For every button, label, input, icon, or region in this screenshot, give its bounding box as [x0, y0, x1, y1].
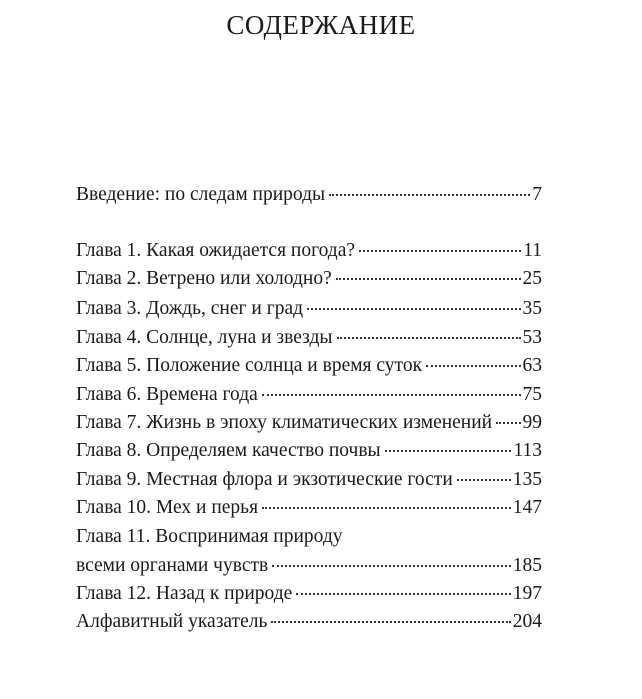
toc-entry-label: Глава 8. Определяем качество почвы [76, 440, 381, 461]
toc-entry-page: 75 [522, 384, 542, 405]
toc-entry-label: Глава 3. Дождь, снег и град [76, 298, 304, 319]
dot-leader [329, 194, 530, 196]
toc-entry[interactable] [76, 523, 542, 551]
toc-entry-page: 113 [513, 440, 542, 461]
toc-entry-label: Глава 6. Времена года [76, 384, 258, 405]
toc-entry[interactable] [76, 324, 542, 352]
page-title: СОДЕРЖАНИЕ [226, 10, 416, 40]
toc-entry-page: 53 [522, 327, 542, 348]
toc-entry[interactable] [76, 381, 542, 409]
toc-entry-label: Глава 7. Жизнь в эпоху климатических изменений [76, 412, 493, 433]
toc-entry[interactable] [76, 466, 542, 494]
toc-entry-label: Глава 4. Солнце, луна и звезды [76, 327, 333, 348]
dot-leader [271, 621, 510, 623]
dot-leader [272, 565, 511, 567]
dot-leader [457, 479, 511, 481]
toc-entry[interactable] [76, 237, 542, 265]
toc-entry[interactable] [76, 295, 542, 323]
dot-leader [262, 507, 511, 509]
toc-entry-label: всеми органами чувств [76, 555, 269, 576]
toc-entry-page: 197 [512, 583, 542, 604]
toc-entry-label: Глава 9. Местная флора и экзотические гости [76, 469, 453, 490]
dot-leader [336, 278, 521, 280]
toc-entry-label: Глава 5. Положение солнца и время суток [76, 355, 423, 376]
toc-entry-page: 135 [512, 469, 542, 490]
toc-entry-page: 35 [522, 298, 542, 319]
toc-entry-page: 147 [512, 497, 542, 518]
toc-entry-label: Глава 2. Ветрено или холодно? [76, 268, 332, 289]
toc-entry[interactable] [76, 409, 542, 437]
toc-entry[interactable] [76, 494, 542, 522]
toc-entry-label: Глава 10. Мех и перья [76, 497, 259, 518]
toc-entry-label: Алфавитный указатель [76, 611, 268, 632]
toc-entry-page: 185 [512, 555, 542, 576]
toc-entry-label: Глава 12. Назад к природе [76, 583, 293, 604]
toc-entry[interactable] [76, 352, 542, 380]
toc-entry-label: Введение: по следам природы [76, 184, 326, 205]
toc-entry[interactable] [76, 181, 542, 209]
toc-entry-page: 7 [532, 184, 542, 205]
dot-leader [359, 250, 521, 252]
toc-entry-page: 63 [522, 355, 542, 376]
dot-leader [262, 394, 521, 396]
toc-entry[interactable] [76, 608, 542, 636]
toc-entry[interactable] [76, 552, 542, 580]
dot-leader [426, 365, 520, 367]
dot-leader [296, 593, 510, 595]
dot-leader [307, 308, 520, 310]
dot-leader [337, 337, 521, 339]
toc-entry-label: Глава 1. Какая ожидается погода? [76, 240, 356, 261]
toc-entry-page: 25 [522, 268, 542, 289]
toc-entry[interactable] [76, 437, 542, 465]
toc-entry[interactable] [76, 580, 542, 608]
dot-leader [496, 422, 520, 424]
toc-entry-label: Глава 11. Воспринимая природу [76, 526, 343, 547]
toc-entry-page: 99 [522, 412, 542, 433]
dot-leader [385, 450, 512, 452]
toc-entry[interactable] [76, 265, 542, 293]
toc-entry-page: 11 [523, 240, 542, 261]
toc-entry-page: 204 [512, 611, 542, 632]
